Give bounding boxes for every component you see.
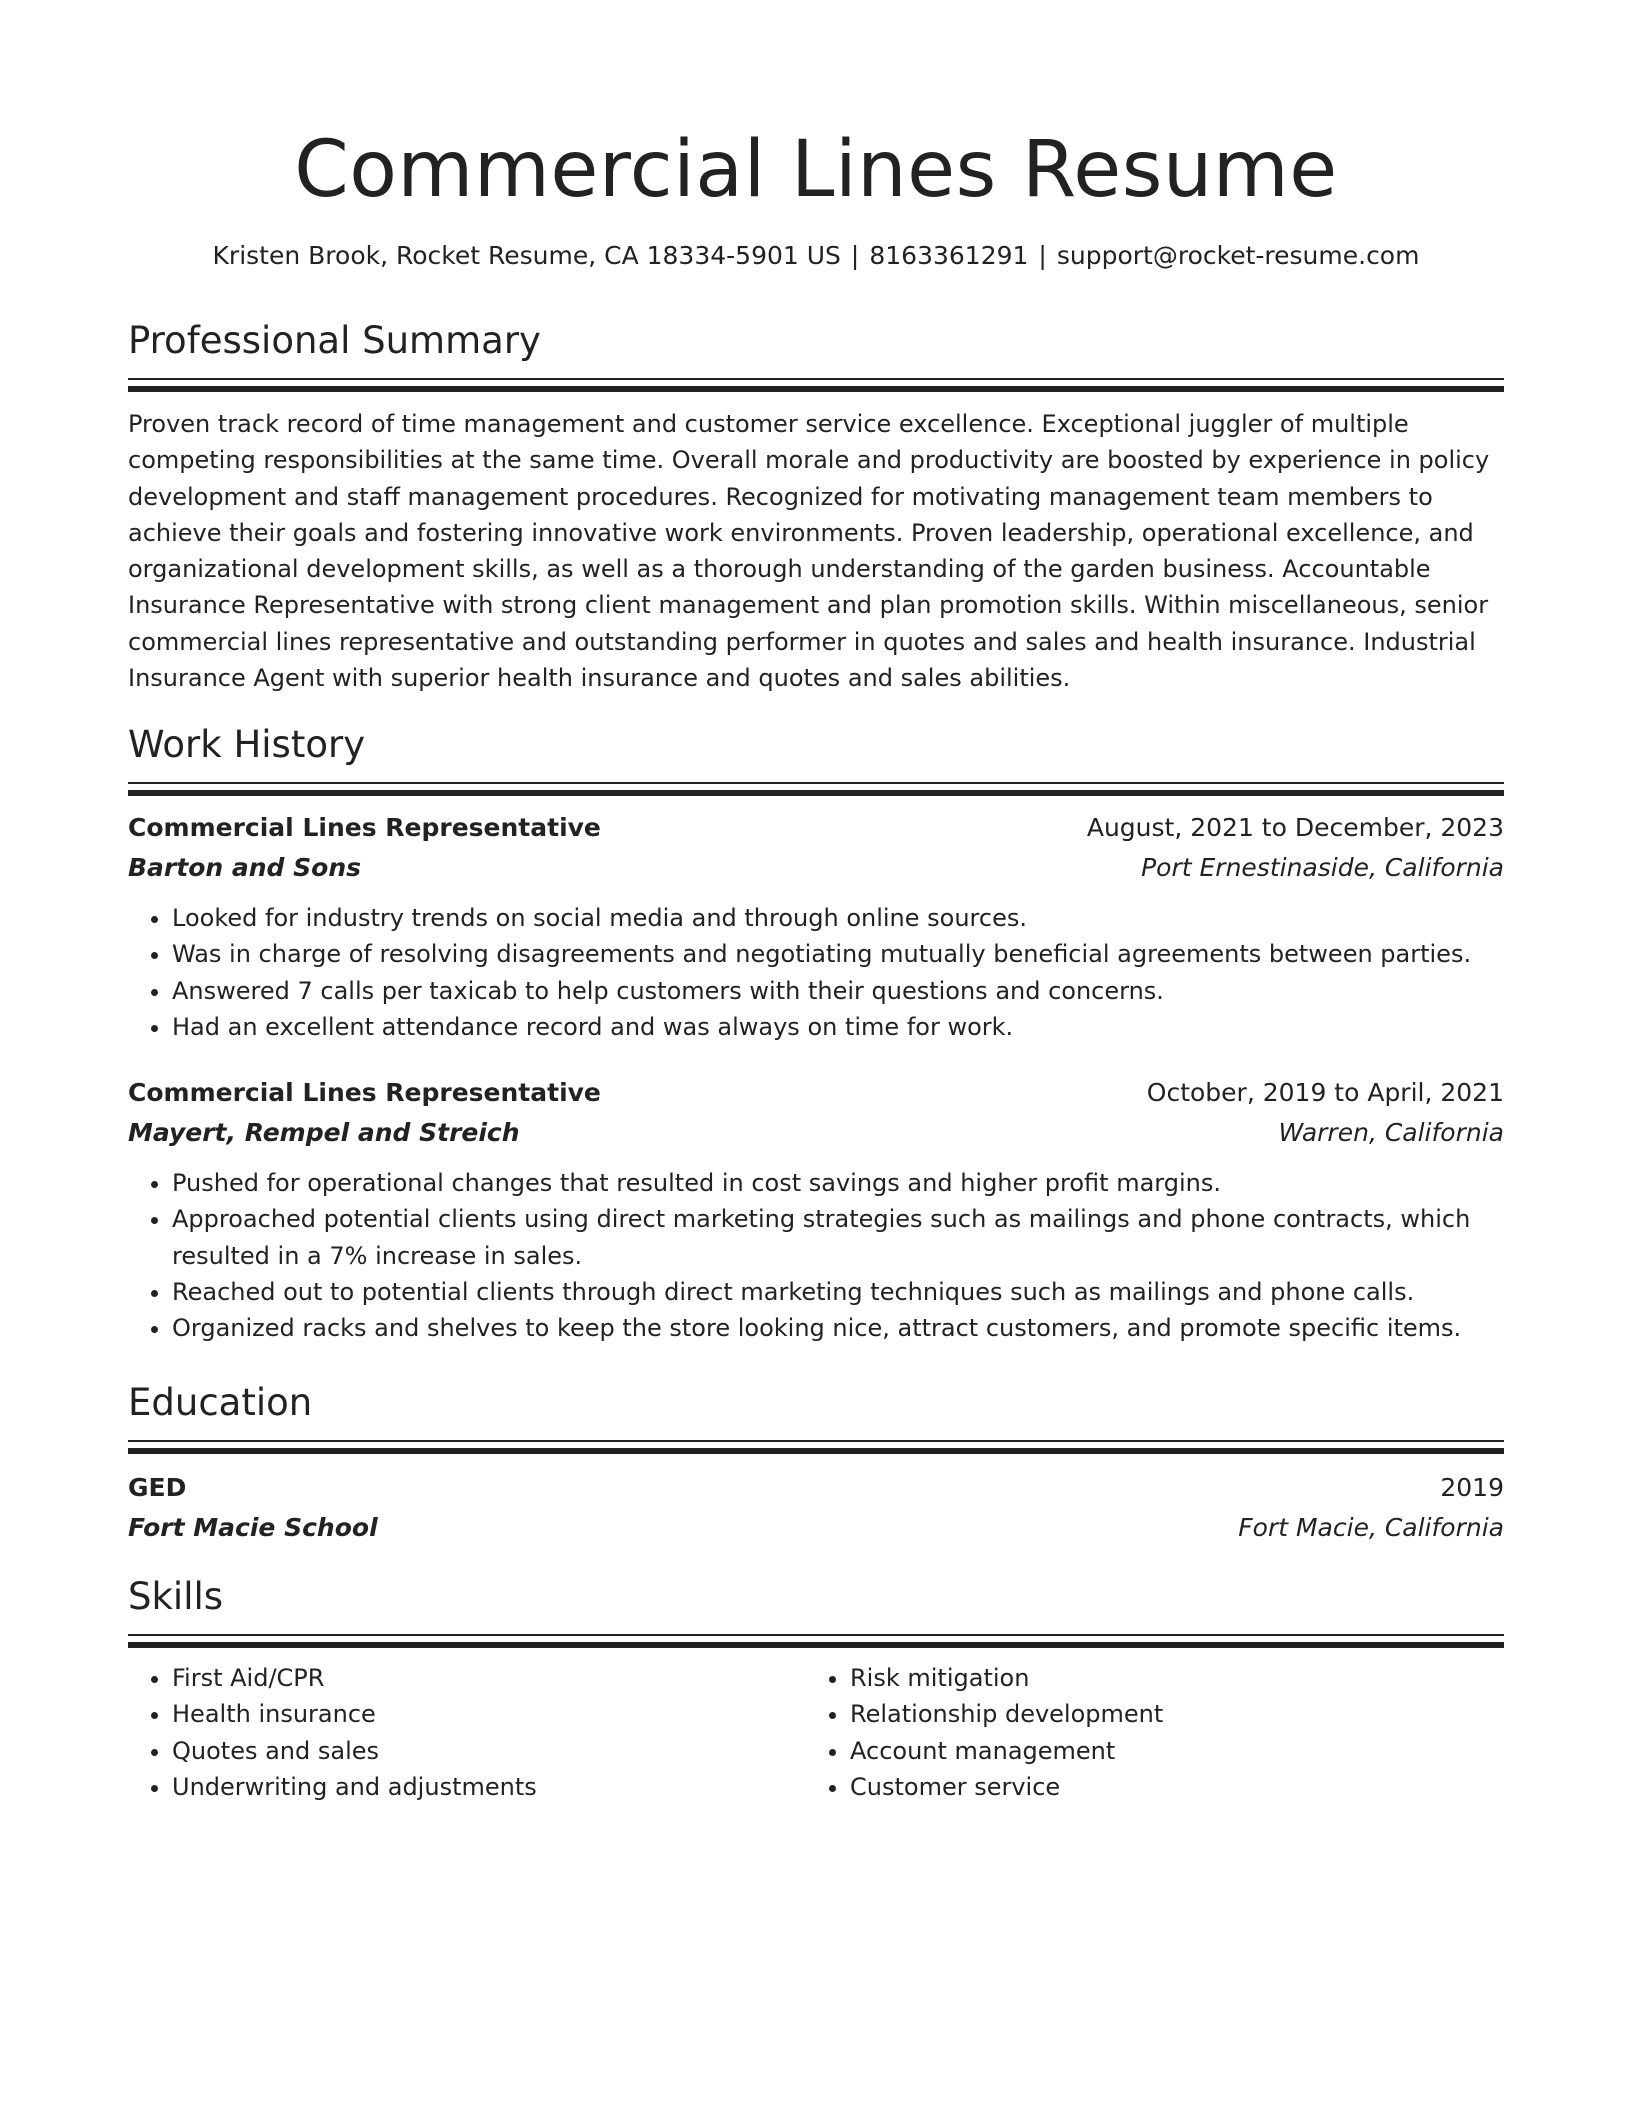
contact-address: Kristen Brook, Rocket Resume, CA 18334-5901 US	[212, 241, 841, 270]
job-bullets	[128, 1165, 1504, 1346]
skills-list-left	[128, 1660, 806, 1805]
resume-title: Commercial Lines Resume	[294, 125, 1338, 215]
job-location: Port Ernestinaside, California	[1141, 853, 1504, 882]
skills-list-right	[806, 1660, 1484, 1805]
job-title: Commercial Lines Representative	[128, 1078, 601, 1108]
summary-heading: Professional Summary	[128, 319, 541, 362]
section-rule	[128, 378, 1504, 392]
education-heading: Education	[128, 1381, 313, 1424]
job-bullet: • Pushed for operational changes that resulted in cost savings and higher profit margins.	[172, 1165, 1504, 1201]
job-location: Warren, California	[1278, 1118, 1504, 1148]
education-location: Fort Macie, California	[1238, 1513, 1504, 1542]
contact-separator: |	[1038, 241, 1047, 270]
job-dates: August, 2021 to December, 2023	[1086, 813, 1504, 842]
job-bullet: • Approached potential clients using direct marketing strategies such as mailings and phone contracts, which resulted in a 7% increase in sales.	[172, 1201, 1504, 1274]
job-bullet: • Was in charge of resolving disagreements and negotiating mutually beneficial agreements between parties.	[172, 936, 1504, 972]
job-bullet: • Answered 7 calls per taxicab to help customers with their questions and concerns.	[172, 973, 1504, 1009]
section-rule	[128, 1440, 1504, 1454]
skills-columns	[128, 1660, 1504, 1805]
skill-item: • First Aid/CPR	[172, 1660, 806, 1696]
job-company: Barton and Sons	[128, 853, 362, 882]
job-entry	[128, 1073, 1504, 1346]
section-rule	[128, 782, 1504, 796]
education-school: Fort Macie School	[128, 1513, 378, 1542]
job-company: Mayert, Rempel and Streich	[128, 1118, 520, 1148]
section-rule	[128, 1634, 1504, 1648]
skill-item: • Health insurance	[172, 1696, 806, 1732]
skill-item: • Customer service	[850, 1769, 1484, 1805]
education-degree-row	[128, 1468, 1504, 1508]
job-bullet: • Reached out to potential clients through direct marketing techniques such as mailings and phone calls.	[172, 1274, 1504, 1310]
skill-item: • Risk mitigation	[850, 1660, 1484, 1696]
contact-email: support@rocket-resume.com	[1056, 241, 1420, 270]
skills-heading: Skills	[128, 1575, 224, 1618]
job-company-row	[128, 848, 1504, 888]
job-bullet: • Had an excellent attendance record and was always on time for work.	[172, 1009, 1504, 1045]
job-company-row	[128, 1113, 1504, 1153]
job-bullets	[128, 900, 1504, 1045]
work-section	[128, 720, 1504, 1347]
education-degree: GED	[128, 1473, 187, 1502]
summary-section	[128, 316, 1504, 696]
skill-item: • Account management	[850, 1733, 1484, 1769]
education-year: 2019	[1440, 1473, 1504, 1502]
job-header-row	[128, 1073, 1504, 1113]
contact-separator: |	[850, 241, 860, 270]
skill-item: • Relationship development	[850, 1696, 1484, 1732]
job-title: Commercial Lines Representative	[128, 813, 601, 842]
education-section	[128, 1378, 1504, 1548]
education-school-row	[128, 1508, 1504, 1548]
contact-line	[128, 238, 1504, 274]
summary-text: Proven track record of time management and customer service excellence. Exceptional juggler of multiple competing responsibilities at the same time. Overall morale and productivity are boosted by experience in policy development and staff management procedures. Recognized for motivating management team members to achieve their goals and fostering innovative work environments. Proven leadership, operational excellence, and organizational development skills, as well as a thorough understanding of the garden business. Accountable Insurance Representative with strong client management and plan promotion skills. Within miscellaneous, senior commercial lines representative and outstanding performer in quotes and sales and health insurance. Industrial Insurance Agent with superior health insurance and quotes and sales abilities.	[128, 410, 1490, 693]
job-entry	[128, 808, 1504, 1045]
job-dates: October, 2019 to April, 2021	[1146, 1078, 1504, 1108]
skill-item: • Quotes and sales	[172, 1733, 806, 1769]
job-bullet: • Organized racks and shelves to keep the store looking nice, attract customers, and promote specific items.	[172, 1310, 1504, 1346]
job-bullet: • Looked for industry trends on social media and through online sources.	[172, 900, 1504, 936]
skill-item: • Underwriting and adjustments	[172, 1769, 806, 1805]
work-heading: Work History	[128, 723, 366, 766]
skills-section	[128, 1572, 1504, 1805]
job-header-row	[128, 808, 1504, 848]
contact-phone: 8163361291	[869, 241, 1029, 270]
